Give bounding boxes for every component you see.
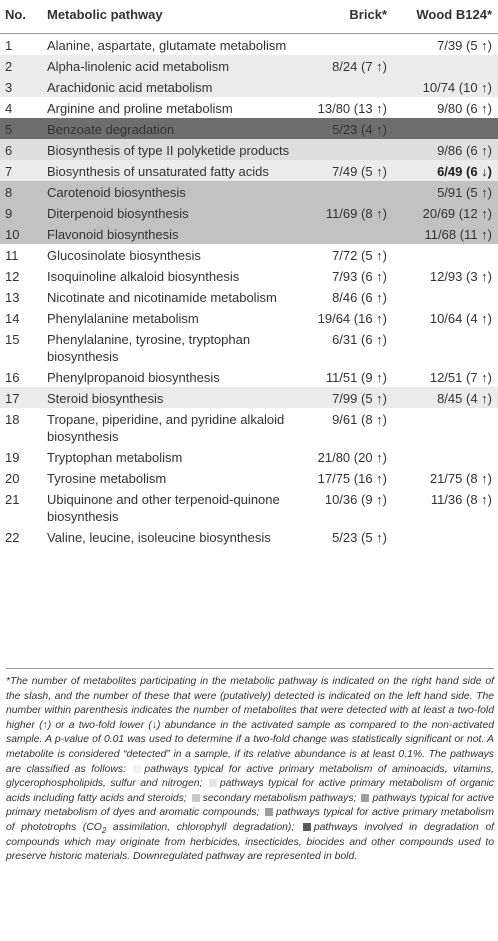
legend-item-6: pathways involved in degradation of compounds which may originate from herbicides, insecticides, biocides and other compounds used to preserve historic materials. Downregulated pathway are represented in bold. <box>6 821 494 863</box>
cell-no: 14 <box>5 311 20 326</box>
cell-brick: 11/51 (9 ↑) <box>325 370 387 385</box>
table-row <box>0 526 498 547</box>
cell-no: 2 <box>0 55 47 76</box>
cell-pathway: Arachidonic acid metabolism <box>47 76 302 97</box>
legend-item-5b: assimilation, chlorophyll degradation); <box>106 821 295 833</box>
cell-brick: 8/24 (7 ↑) <box>302 55 393 76</box>
cell-pathway: Steroid biosynthesis <box>47 387 302 408</box>
cell-brick <box>302 34 393 56</box>
cell-wood <box>393 328 498 366</box>
cell-pathway: Benzoate degradation <box>47 118 302 139</box>
table-row <box>0 488 498 526</box>
cell-pathway: Ubiquinone and other terpenoid-quinone biosynthesis <box>47 492 280 524</box>
table-row <box>0 181 498 202</box>
cell-wood <box>393 55 498 76</box>
table-row <box>0 97 498 118</box>
cell-pathway: Tyrosine metabolism <box>47 471 167 486</box>
cell-no: 1 <box>5 38 13 53</box>
cell-no: 21 <box>5 492 20 507</box>
cell-wood: 10/64 (4 ↑) <box>429 311 492 326</box>
cell-brick: 13/80 (13 ↑) <box>317 101 387 116</box>
cell-no: 18 <box>5 412 20 427</box>
cell-pathway: Biosynthesis of type II polyketide products <box>47 139 302 160</box>
table-row <box>0 408 498 446</box>
legend-swatch-mid-gray <box>192 794 200 802</box>
cell-pathway: Glucosinolate biosynthesis <box>47 248 201 263</box>
cell-wood: 11/36 (8 ↑) <box>430 492 492 507</box>
cell-brick: 10/36 (9 ↑) <box>324 492 387 507</box>
cell-pathway: Biosynthesis of unsaturated fatty acids <box>47 160 302 181</box>
table-row <box>0 328 498 366</box>
table-row <box>0 265 498 286</box>
table-row <box>0 223 498 244</box>
table-row <box>0 244 498 265</box>
cell-pathway: Tropane, piperidine, and pyridine alkaloid biosynthesis <box>47 412 285 444</box>
cell-pathway: Diterpenoid biosynthesis <box>47 202 302 223</box>
table-row <box>0 55 498 76</box>
cell-brick: 7/49 (5 ↑) <box>302 160 393 181</box>
legend-item-3: secondary metabolism pathways; <box>202 792 357 804</box>
table-row <box>0 118 498 139</box>
cell-wood <box>393 286 498 307</box>
cell-no: 6 <box>0 139 47 160</box>
cell-wood: 12/51 (7 ↑) <box>429 370 492 385</box>
cell-pathway: Alpha-linolenic acid metabolism <box>47 55 302 76</box>
cell-brick <box>302 181 393 202</box>
cell-no: 3 <box>0 76 47 97</box>
cell-brick <box>302 139 393 160</box>
legend-item-5a: pathways typical for active primary metabolism of phototrophs (CO <box>6 807 495 833</box>
table-row <box>0 387 498 408</box>
cell-brick: 21/80 (20 ↑) <box>317 450 387 465</box>
table-row <box>0 139 498 160</box>
table-footnote <box>6 668 494 865</box>
legend-swatch-gray <box>361 794 369 802</box>
legend-swatch-white <box>133 765 141 773</box>
legend-item-2: pathways typical for active primary metabolism of organic acids including fatty acids and steroids; <box>6 778 494 804</box>
legend-swatch-light-gray <box>209 779 217 787</box>
cell-brick <box>302 76 393 97</box>
cell-pathway: Nicotinate and nicotinamide metabolism <box>47 290 277 305</box>
cell-no: 9 <box>0 202 47 223</box>
cell-no: 20 <box>5 471 20 486</box>
cell-no: 5 <box>0 118 47 139</box>
table-body <box>0 34 498 548</box>
table-row <box>0 467 498 488</box>
cell-brick: 7/99 (5 ↑) <box>302 387 393 408</box>
cell-brick: 8/46 (6 ↑) <box>332 290 387 305</box>
cell-brick: 5/23 (4 ↑) <box>302 118 393 139</box>
cell-pathway: Phenylalanine metabolism <box>47 311 199 326</box>
cell-pathway: Alanine, aspartate, glutamate metabolism <box>47 38 287 53</box>
cell-pathway: Arginine and proline metabolism <box>47 101 233 116</box>
cell-brick: 5/23 (5 ↑) <box>332 530 387 545</box>
cell-no: 17 <box>0 387 47 408</box>
cell-pathway: Carotenoid biosynthesis <box>47 181 302 202</box>
cell-wood <box>393 446 498 467</box>
cell-wood: 5/91 (5 ↑) <box>393 181 498 202</box>
table-row <box>0 446 498 467</box>
cell-no: 16 <box>5 370 20 385</box>
legend-swatch-darkest <box>303 823 311 831</box>
cell-pathway: Flavonoid biosynthesis <box>47 223 302 244</box>
cell-no: 19 <box>5 450 20 465</box>
cell-no: 15 <box>5 332 20 347</box>
cell-no: 13 <box>5 290 20 305</box>
cell-wood <box>393 526 498 547</box>
cell-wood: 9/80 (6 ↑) <box>437 101 492 116</box>
cell-brick: 7/93 (6 ↑) <box>332 269 387 284</box>
cell-wood <box>393 118 498 139</box>
cell-wood: 11/68 (11 ↑) <box>393 223 498 244</box>
table-header-row <box>0 6 498 34</box>
legend-item-4: pathways typical for active primary metabolism of dyes and aromatic compounds; <box>6 792 495 819</box>
legend-swatch-dark-gray <box>265 808 273 816</box>
cell-wood: 7/39 (5 ↑) <box>437 38 492 53</box>
cell-wood: 21/75 (8 ↑) <box>429 471 492 486</box>
table-row <box>0 34 498 56</box>
cell-brick: 11/69 (8 ↑) <box>302 202 393 223</box>
table-row <box>0 366 498 387</box>
cell-no: 11 <box>5 248 19 263</box>
cell-brick: 6/31 (6 ↑) <box>332 332 387 347</box>
cell-brick: 9/61 (8 ↑) <box>332 412 387 427</box>
legend-item-5-subscript: 2 <box>101 826 107 836</box>
table-row <box>0 76 498 97</box>
cell-wood: 20/69 (12 ↑) <box>393 202 498 223</box>
cell-no: 8 <box>0 181 47 202</box>
table-row <box>0 286 498 307</box>
metabolic-pathway-table <box>0 6 498 547</box>
header-wood: Wood B124* <box>416 7 492 22</box>
header-brick: Brick* <box>349 7 387 22</box>
cell-no: 7 <box>0 160 47 181</box>
cell-wood <box>393 408 498 446</box>
cell-wood: 6/49 (6 ↓) <box>393 160 498 181</box>
cell-pathway: Phenylalanine, tyrosine, tryptophan biosynthesis <box>47 332 251 364</box>
table-row <box>0 202 498 223</box>
cell-no: 12 <box>5 269 20 284</box>
cell-pathway: Tryptophan metabolism <box>47 450 183 465</box>
cell-pathway: Phenylpropanoid biosynthesis <box>47 370 220 385</box>
cell-brick <box>302 223 393 244</box>
header-pathway: Metabolic pathway <box>47 7 163 22</box>
footnote-intro: *The number of metabolites participating in the metabolic pathway is indicated on the right hand side of the slash, and the number of these that were (putatively) detected is indicated on the left hand side. The number within parenthesis indicates the number of metabolites that were detected with at least a two-fold higher (↑) or a two-fold lower (↓) abundance in the activated sample as compared to the non-activated sample. A p-value of 0.01 was used to determine if a two-fold change was statistically significant or not. A metabolite is considered “detected” in a sample, if its relative abundance is at least 0.1%. The pathways are classified as follows: <box>6 676 494 775</box>
table-row <box>0 160 498 181</box>
header-no: No. <box>5 7 26 22</box>
cell-pathway: Valine, leucine, isoleucine biosynthesis <box>47 530 271 545</box>
cell-no: 10 <box>0 223 47 244</box>
cell-pathway: Isoquinoline alkaloid biosynthesis <box>47 269 240 284</box>
cell-wood: 12/93 (3 ↑) <box>429 269 492 284</box>
legend-item-1: pathways typical for active primary metabolism of aminoacids, vitamins, glycerophospholipids, sulfur and nitrogen; <box>6 763 494 790</box>
cell-wood <box>393 244 498 265</box>
cell-wood: 9/86 (6 ↑) <box>393 139 498 160</box>
cell-wood: 10/74 (10 ↑) <box>393 76 498 97</box>
cell-no: 4 <box>5 101 13 116</box>
cell-brick: 17/75 (16 ↑) <box>317 471 387 486</box>
cell-no: 22 <box>5 530 20 545</box>
cell-brick: 19/64 (16 ↑) <box>317 311 387 326</box>
cell-wood: 8/45 (4 ↑) <box>393 387 498 408</box>
table-row <box>0 307 498 328</box>
cell-brick: 7/72 (5 ↑) <box>332 248 387 263</box>
